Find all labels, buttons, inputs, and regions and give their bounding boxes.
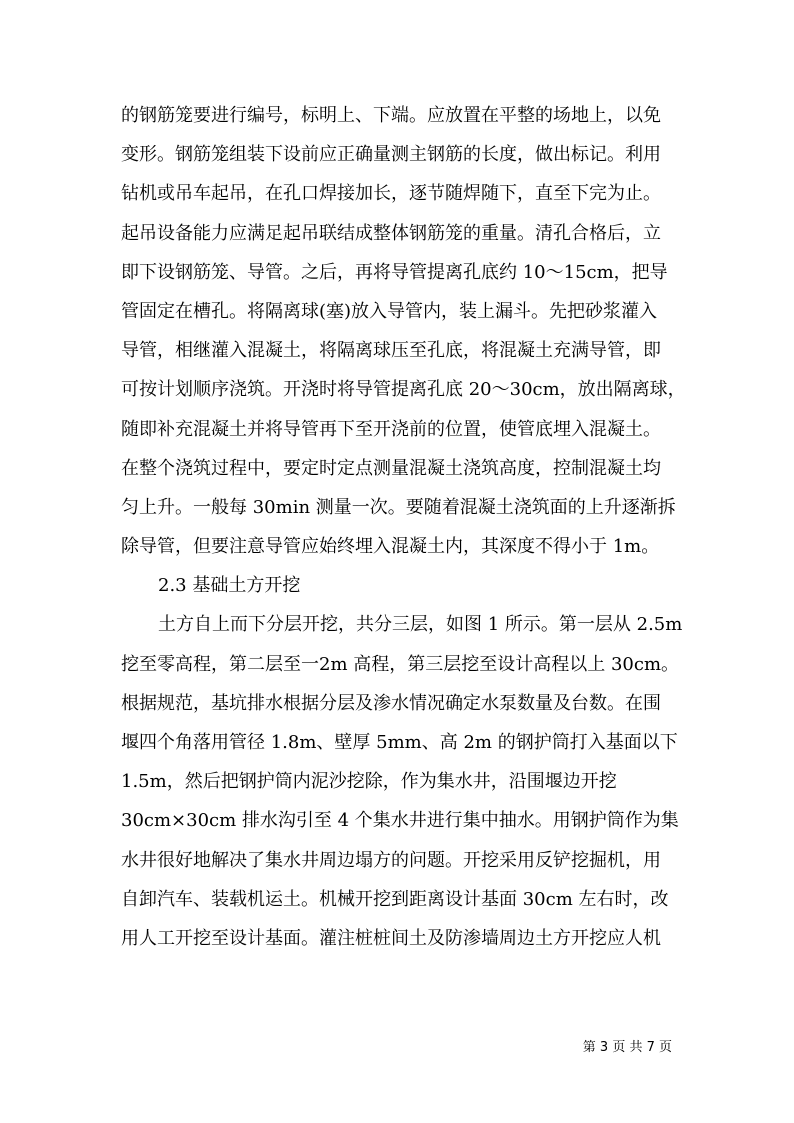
text-line: 1.5m，然后把钢护筒内泥沙挖除，作为集水井，沿围堰边开挖 — [121, 771, 617, 793]
text-line: 根据规范，基坑排水根据分层及渗水情况确定水泵数量及台数。在围 — [121, 692, 661, 714]
section-heading: 2.3 基础土方开挖 — [158, 575, 301, 597]
text-line: 土方自上而下分层开挖，共分三层，如图 1 所示。第一层从 2.5m — [158, 614, 683, 636]
text-line: 匀上升。一般每 30min 测量一次。要随着混凝土浇筑面的上升逐渐拆 — [121, 496, 676, 518]
text-line: 用人工开挖至设计基面。灌注桩桩间土及防渗墙周边土方开挖应人机 — [121, 927, 661, 949]
text-line: 变形。钢筋笼组装下设前应正确量测主钢筋的长度，做出标记。利用 — [121, 144, 661, 166]
text-line: 挖至零高程，第二层至一2m 高程，第三层挖至设计高程以上 30cm。 — [121, 653, 680, 675]
text-line: 钻机或吊车起吊，在孔口焊接加长，逐节随焊随下，直至下完为止。 — [121, 183, 661, 205]
text-line: 自卸汽车、装载机运土。机械开挖到距离设计基面 30cm 左右时，改 — [121, 888, 669, 910]
text-line: 即下设钢筋笼、导管。之后，再将导管提离孔底约 10～15cm，把导 — [121, 261, 668, 283]
text-line: 的钢筋笼要进行编号，标明上、下端。应放置在平整的场地上，以免 — [121, 105, 661, 126]
text-line: 30cm×30cm 排水沟引至 4 个集水井进行集中抽水。用钢护筒作为集 — [121, 810, 679, 832]
text-line: 除导管，但要注意导管应始终埋入混凝土内，其深度不得小于 1m。 — [121, 536, 660, 558]
text-line: 管固定在槽孔。将隔离球(塞)放入导管内，装上漏斗。先把砂浆灌入 — [121, 300, 658, 322]
page-number: 第 3 页 共 7 页 — [582, 1040, 672, 1055]
text-line: 随即补充混凝土并将导管再下至开浇前的位置，使管底埋入混凝土。 — [121, 418, 661, 440]
text-line: 可按计划顺序浇筑。开浇时将导管提离孔底 20～30cm，放出隔离球， — [121, 379, 686, 401]
text-line: 在整个浇筑过程中，要定时定点测量混凝土浇筑高度，控制混凝土均 — [121, 457, 661, 479]
text-line: 起吊设备能力应满足起吊联结成整体钢筋笼的重量。清孔合格后，立 — [121, 222, 661, 244]
text-line: 水井很好地解决了集水井周边塌方的问题。开挖采用反铲挖掘机，用 — [121, 849, 661, 871]
text-line: 导管，相继灌入混凝土，将隔离球压至孔底，将混凝土充满导管，即 — [121, 340, 661, 362]
text-line: 堰四个角落用管径 1.8m、壁厚 5mm、高 2m 的钢护筒打入基面以下 — [121, 732, 678, 753]
body-text — [121, 96, 686, 958]
